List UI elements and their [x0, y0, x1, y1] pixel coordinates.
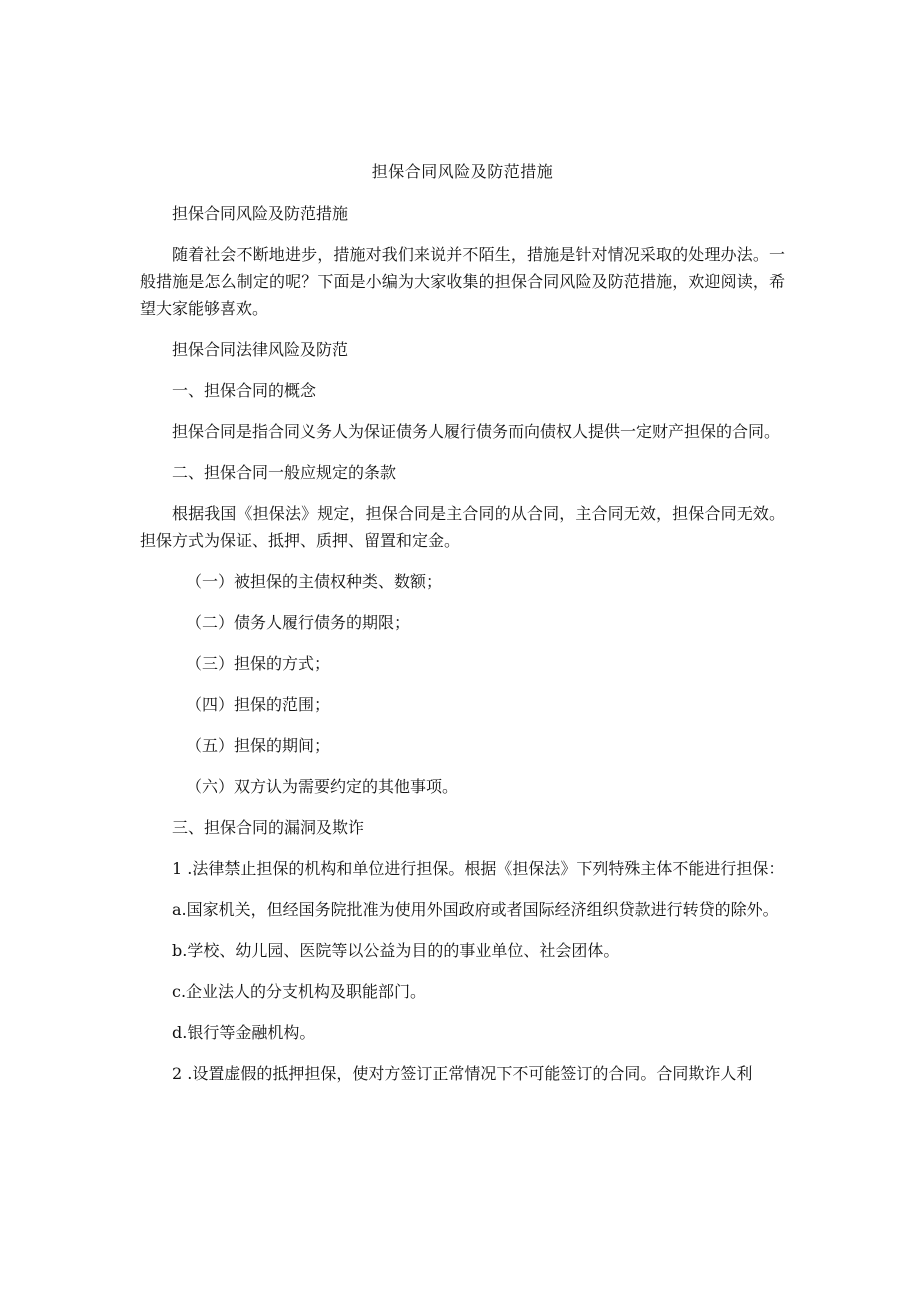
paragraph-intro: 随着社会不断地进步，措施对我们来说并不陌生，措施是针对情况采取的处理办法。一般措施是怎么制定的呢？下面是小编为大家收集的担保合同风险及防范措施，欢迎阅读，希望大家能够喜欢。	[140, 245, 785, 318]
clause-item: （二）债务人履行债务的期限；	[186, 613, 411, 632]
subitem-d: d.银行等金融机构。	[172, 1023, 316, 1042]
clause-item: （六）双方认为需要约定的其他事项。	[186, 777, 459, 796]
clause-item: （五）担保的期间；	[186, 736, 331, 755]
document-title: 担保合同风险及防范措施	[371, 162, 554, 181]
clause-item: （三）担保的方式；	[186, 654, 331, 673]
paragraph-clauses-intro: 根据我国《担保法》规定，担保合同是主合同的从合同，主合同无效，担保合同无效。担保方式为保证、抵押、质押、留置和定金。	[140, 504, 785, 550]
subitem-c: c.企业法人的分支机构及职能部门。	[172, 982, 427, 1001]
document-page	[140, 160, 785, 1101]
heading-clauses: 二、担保合同一般应规定的条款	[172, 463, 397, 482]
clause-item: （一）被担保的主债权种类、数额；	[186, 572, 443, 591]
heading-loopholes: 三、担保合同的漏洞及欺诈	[172, 818, 365, 837]
paragraph-section-title: 担保合同法律风险及防范	[172, 340, 349, 359]
subitem-a: a.国家机关，但经国务院批准为使用外国政府或者国际经济组织贷款进行转贷的除外。	[172, 900, 779, 919]
paragraph-subtitle: 担保合同风险及防范措施	[172, 204, 349, 223]
paragraph-concept: 担保合同是指合同义务人为保证债务人履行债务而向债权人提供一定财产担保的合同。	[172, 422, 781, 441]
paragraph-item-1: 1 .法律禁止担保的机构和单位进行担保。根据《担保法》下列特殊主体不能进行担保：	[172, 859, 785, 878]
paragraph-item-2: 2 .设置虚假的抵押担保，使对方签订正常情况下不可能签订的合同。合同欺诈人利	[172, 1064, 753, 1083]
subitem-b: b.学校、幼儿园、医院等以公益为目的的事业单位、社会团体。	[172, 941, 620, 960]
heading-concept: 一、担保合同的概念	[172, 381, 317, 400]
clause-item: （四）担保的范围；	[186, 695, 331, 714]
